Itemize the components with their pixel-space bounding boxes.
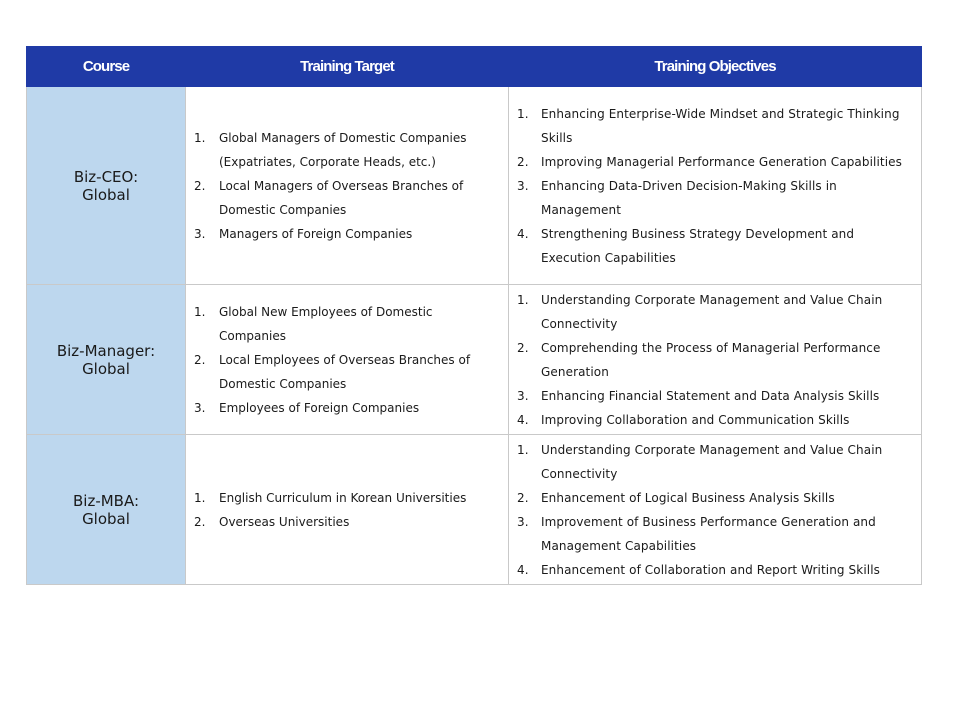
table-row xyxy=(27,87,922,285)
list-item: 2. Enhancement of Logical Business Analysis Skills xyxy=(517,490,835,505)
list-item: 1. Understanding Corporate Management and Value Chain Connectivity xyxy=(517,442,883,481)
list-item: 2. Overseas Universities xyxy=(194,514,350,529)
list-item: 1. Enhancing Enterprise-Wide Mindset and Strategic Thinking Skills xyxy=(517,106,900,145)
list-item: 4. Strengthening Business Strategy Development and Execution Capabilities xyxy=(517,226,855,265)
list-item: 3. Employees of Foreign Companies xyxy=(194,400,420,415)
list-item: 4. Improving Collaboration and Communication Skills xyxy=(517,412,850,427)
course-name-suffix: Global xyxy=(82,510,130,528)
list-item: 1. Understanding Corporate Management and Value Chain Connectivity xyxy=(517,292,883,331)
list-item: 1. Global New Employees of Domestic Companies xyxy=(194,304,433,343)
course-name: Biz-Manager: xyxy=(56,341,156,360)
list-item: 2. Comprehending the Process of Managerial Performance Generation xyxy=(517,340,881,379)
training-objectives-cell xyxy=(509,285,922,435)
training-target-cell xyxy=(186,285,509,435)
table-row xyxy=(27,285,922,435)
list-item: 2. Local Managers of Overseas Branches of Domestic Companies xyxy=(194,178,464,217)
course-cell xyxy=(27,87,186,285)
header-training-objectives: Training Objectives xyxy=(509,47,922,87)
training-objectives-cell xyxy=(509,435,922,585)
course-name-suffix: Global xyxy=(82,185,130,204)
course-name-suffix: Global xyxy=(82,359,130,378)
list-item: 3. Managers of Foreign Companies xyxy=(194,226,413,241)
table-row xyxy=(27,435,922,585)
list-item: 4. Enhancement of Collaboration and Report Writing Skills xyxy=(517,562,880,577)
list-item: 3. Enhancing Data-Driven Decision-Making Skills in Management xyxy=(517,178,837,217)
course-cell xyxy=(27,285,186,435)
list-item: 3. Enhancing Financial Statement and Data Analysis Skills xyxy=(517,388,880,403)
course-table xyxy=(26,46,922,585)
list-item: 1. English Curriculum in Korean Universities xyxy=(194,490,467,505)
list-item: 2. Improving Managerial Performance Generation Capabilities xyxy=(517,154,902,169)
training-target-cell xyxy=(186,87,509,285)
course-cell xyxy=(27,435,186,585)
list-item: 3. Improvement of Business Performance Generation and Management Capabilities xyxy=(517,514,876,553)
training-objectives-cell xyxy=(509,87,922,285)
training-target-cell xyxy=(186,435,509,585)
course-name: Biz-CEO: xyxy=(73,167,139,186)
header-course: Course xyxy=(27,47,186,87)
course-name: Biz-MBA: xyxy=(72,492,140,510)
header-training-target: Training Target xyxy=(186,47,509,87)
list-item: 1. Global Managers of Domestic Companies (Expatriates, Corporate Heads, etc.) xyxy=(194,130,467,169)
table-header-row xyxy=(27,47,922,87)
list-item: 2. Local Employees of Overseas Branches of Domestic Companies xyxy=(194,352,471,391)
